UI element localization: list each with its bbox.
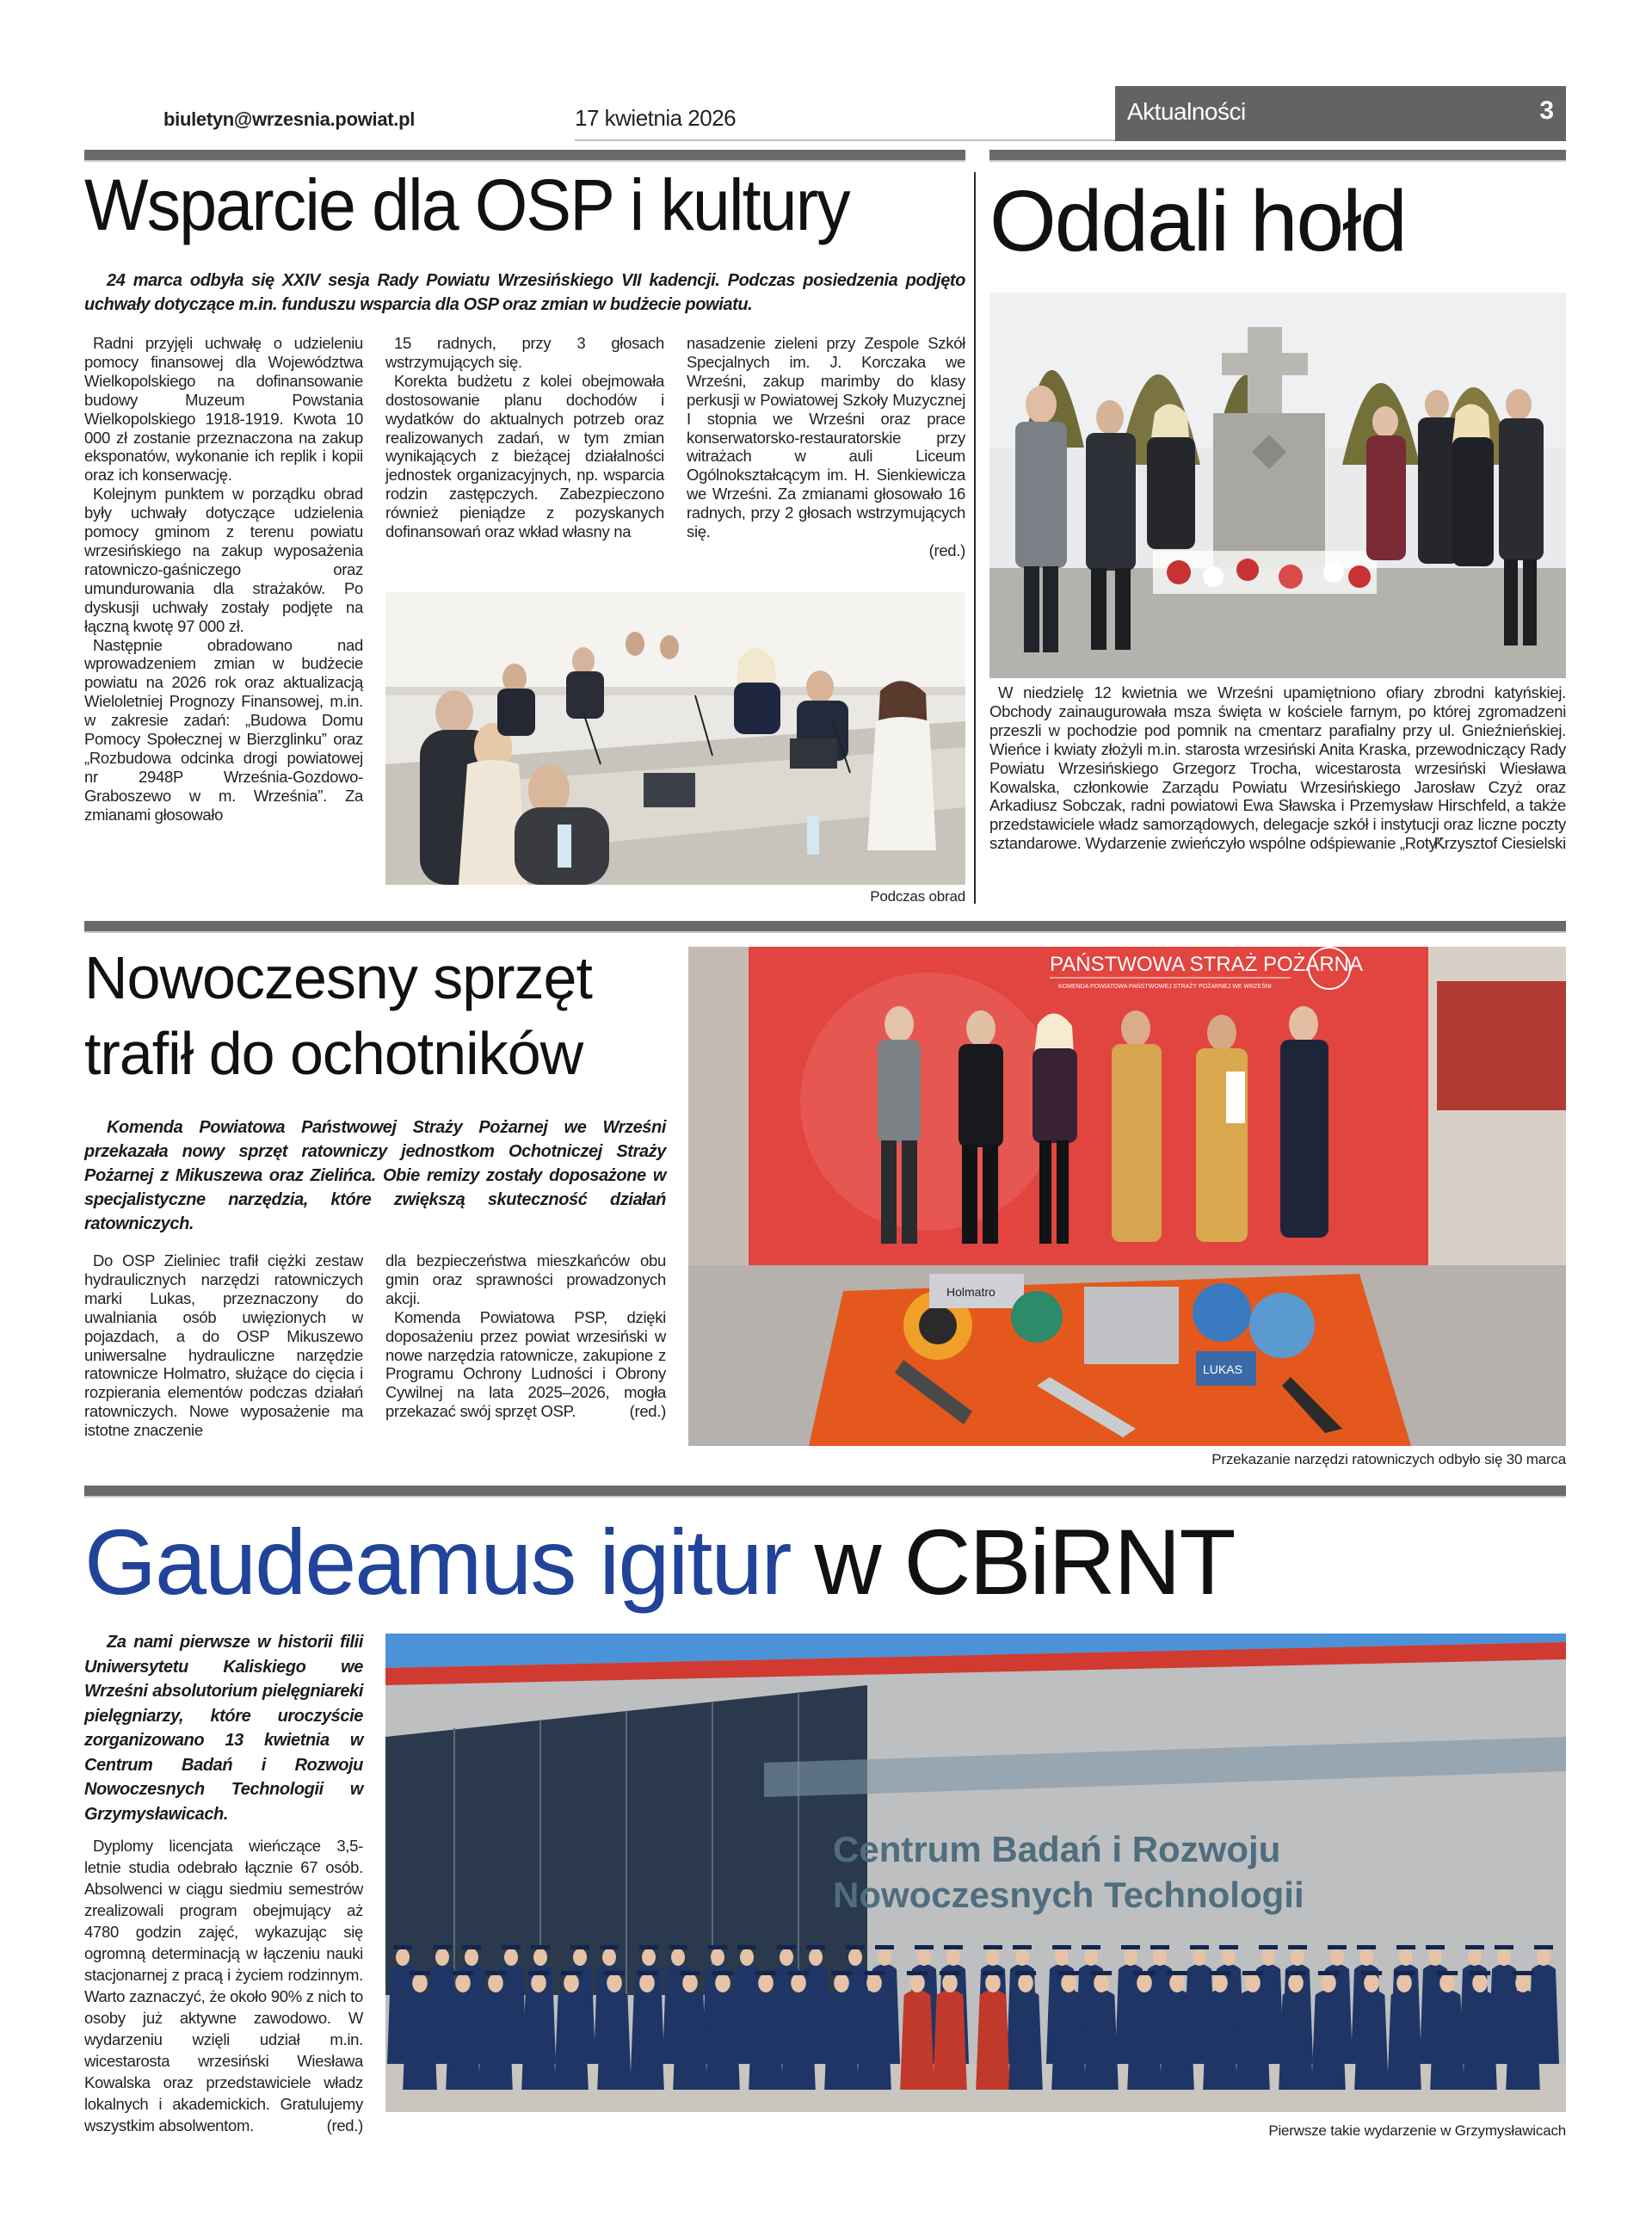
photo-caption: Pierwsze takie wydarzenie w Grzymysławicach (1268, 2122, 1566, 2139)
lead-text: 24 marca odbyła się XXIV sesja Rady Powiatu Wrzesińskiego VII kadencji. Podczas posiedzenia podjęto uchwały dotyczące m.in. funduszu wsparcia dla OSP oraz zmian w budżecie powiatu. (84, 271, 965, 314)
article-title-graduation (84, 1508, 1234, 1615)
lead-text: Za nami pierwsze w historii filii Uniwersytetu Kaliskiego we Wrześni absolutorium pielęgniareki pielęgniarzy, które uroczyście zorganizowano 13 kwietnia w Centrum Badań i Rozwoju Nowoczesnych Technologii w Grzymysławicach. (84, 1633, 363, 1824)
section-divider-bar (989, 150, 1566, 162)
building-sign-line1: Centrum Badań i Rozwoju (833, 1829, 1281, 1869)
signature: (red.) (629, 1402, 666, 1421)
paragraph: Następnie obradowano nad wprowadzeniem zmian w budżecie powiatu na 2026 rok oraz aktualizacją Wieloletniej Prognozy Finansowej, m.in. w zakresie zadań: „Budowa Domu Pomocy Społecznej w Bierzglinku” oraz „Rozbudowa odcinka drogi powiatowej nr 2948P Września-Gozdowo-Graboszewo w m. Września”. Za zmianami głosowało (84, 635, 363, 824)
article-lead-graduation (84, 1630, 363, 1826)
signature: (red.) (928, 541, 965, 559)
tool-brand-lukas: LUKAS (1203, 1362, 1242, 1376)
paragraph: nasadzenie zieleni przy Zespole Szkół Specjalnych im. J. Korczaka we Wrześni, zakup marimby do klasy perkusji w Powiatowej Szkoły Muzycznej I stopnia we Wrześni oraz prace konserwatorsko-restauratorskie przy witrażach w auli Liceum Ogólnokształcącym im. H. Sienkiewicza we Wrześni. Za zmianami głosowało 16 radnych, przy 2 głosach wstrzymujących się. (687, 334, 965, 541)
article-title-tribute: Oddali hołd (989, 173, 1406, 269)
paragraph: Dyplomy licencjata wieńczące 3,5-letnie studia odebrało łącznie 67 osób. Absolwenci w ciągu siedmiu semestrów zrealizowali program obejmujący aż 4780 godzin zajęć, wykazując się ogromną determinacją w łączeniu nauki stacjonarnej z pracą i życiem rodzinnym. Warto zaznaczyć, że około 90% z nich to osoby już aktywne zawodowo. W wydarzeniu wzięli udział m.in. wicestarosta wrzesiński Wiesława Kowalska oraz przedstawiciele władz lokalnych i akademickich. Gratulujemy wszystkim absolwentom. (84, 1837, 363, 2134)
page-number: 3 (1539, 96, 1554, 125)
photo-katyn-memorial (989, 293, 1566, 678)
article-title-osp: Wsparcie dla OSP i kultury (84, 164, 849, 245)
paragraph: Komenda Powiatowa PSP, dzięki doposażeniu przez powiat wrzesiński w nowe narzędzia ratownicze, zakupione z Programu Ochrony Ludności i Obrony Cywilnej na lata 2025–2026, mogła przekazać swój sprzęt OSP. (385, 1307, 666, 1421)
header-date: 17 kwietnia 2026 (575, 105, 737, 131)
author: Krzysztof Ciesielski (1433, 834, 1566, 853)
building-sign-line2: Nowoczesnych Technologii (833, 1875, 1304, 1915)
title-part-blue: Gaudeamus igitur (84, 1510, 791, 1614)
title-line: Nowoczesny sprzęt (84, 944, 592, 1011)
title-line: trafił do ochotników (84, 1020, 583, 1087)
header-rule (575, 139, 1125, 141)
title-part-black: w CBiRNT (814, 1510, 1235, 1614)
paragraph: Radni przyjęli uchwałę o udzieleniu pomocy finansowej dla Województwa Wielkopolskiego na dofinansowanie budowy Muzeum Powstania Wielkopolskiego 1918-1919. Kwota 10 000 zł zostanie przeznaczona na zakup eksponatów, wykonanie ich replik i kopii oraz ich konserwację. (84, 334, 363, 485)
article-lead-equipment (84, 1115, 666, 1236)
photo-council-session (385, 592, 965, 885)
photo-graduation-ceremony (385, 1634, 1566, 2112)
section-divider-bar (84, 1486, 1566, 1498)
article-column-2 (385, 1251, 666, 1421)
paragraph: 15 radnych, przy 3 głosach wstrzymujących się. (385, 334, 664, 371)
article-column-1 (84, 334, 363, 825)
section-divider-bar (84, 150, 965, 162)
article-body-graduation (84, 1835, 363, 2136)
paragraph: dla bezpieczeństwa mieszkańców obu gmin oraz sprawności prowadzonych akcji. (385, 1251, 666, 1307)
banner-subtext: KOMENDA POWIATOWA PAŃSTWOWEJ STRAŻY POŻARNEJ WE WRZEŚNI (1058, 984, 1272, 990)
tool-brand-holmatro: Holmatro (946, 1285, 996, 1299)
article-column-3 (687, 334, 965, 560)
banner-text: PAŃSTWOWA STRAŻ POŻARNA (1050, 953, 1364, 976)
article-column-2 (385, 334, 664, 541)
photo-caption: Przekazanie narzędzi ratowniczych odbyło się 30 marca (1211, 1451, 1566, 1467)
signature: (red.) (326, 2116, 363, 2134)
paragraph: W niedzielę 12 kwietnia we Wrześni upamiętniono ofiary zbrodni katyńskiej. Obchody zainaugurowała msza święta w kościele farnym, po której zgromadzeni przeszli w pochodzie pod pomnik na cmentarz parafialny przy ul. Gnieźnieńskiej. Wieńce i kwiaty złożyli m.in. starosta wrzesiński Anita Kraska, przewodniczący Rady Powiatu Wrzesińskiego Grzegorz Trocha, wicestarosta wrzesiński Wiesława Kowalska, członkowie Zarządu Powiatu Wrzesińskiego Jarosław Czyż oraz Arkadiusz Sobczak, radni powiatowi Ewa Sławska i Przemysław Hirschfeld, a także przedstawiciele władz samorządowych, delegacje szkół i instytucji oraz liczne poczty sztandarowe. Wydarzenie zwieńczyło wspólne odśpiewanie „Roty”. (989, 683, 1566, 853)
article-lead-osp (84, 269, 965, 317)
paragraph: Korekta budżetu z kolei obejmowała dostosowanie planu dochodów i wydatków do aktualnych potrzeb oraz realizowanych zadań, w tym zmian wynikających z bieżącej działalności jednostek organizacyjnych, np. wsparcia rodzin zastępczych. Zabezpieczono również pieniądze z pozyskanych dofinansowań oraz wkład własny na (385, 371, 664, 541)
column-divider (974, 172, 976, 904)
article-body-tribute (989, 683, 1566, 853)
section-label: Aktualności (1127, 98, 1246, 125)
lead-text: Komenda Powiatowa Państwowej Straży Pożarnej we Wrześni przekazała nowy sprzęt ratowniczy jednostkom Ochotniczej Straży Pożarnej z Mikuszewa oraz Zielińca. Obie remizy zostały doposażone w specjalistyczne narzędzia, które zwiększą skuteczność działań ratowniczych. (84, 1118, 666, 1233)
photo-caption: Podczas obrad (870, 888, 965, 905)
article-title-equipment (84, 940, 592, 1091)
header-email[interactable]: biuletyn@wrzesnia.powiat.pl (163, 108, 416, 130)
paragraph: Do OSP Zieliniec trafił ciężki zestaw hydraulicznych narzędzi ratowniczych marki Lukas, przeznaczony do uwalniania osób uwięzionych w pojazdach, a do OSP Mikuszewo uniwersalne hydrauliczne narzędzie ratownicze Holmatro, służące do cięcia i rozpierania elementów podczas działań ratowniczych. Nowe wyposażenie ma istotne znaczenie (84, 1251, 363, 1440)
section-banner (1115, 86, 1566, 141)
article-column-1 (84, 1251, 363, 1440)
section-divider-bar (84, 921, 1566, 933)
paragraph: Kolejnym punktem w porządku obrad były uchwały dotyczące udzielenia pomocy gminom z terenu powiatu wrzesińskiego na zakup wyposażenia ratowniczo-gaśniczego oraz umundurowania dla strażaków. Po dyskusji uchwały zostały podjęte na łączną kwotę 97 000 zł. (84, 485, 363, 635)
photo-equipment-handover (688, 947, 1566, 1446)
